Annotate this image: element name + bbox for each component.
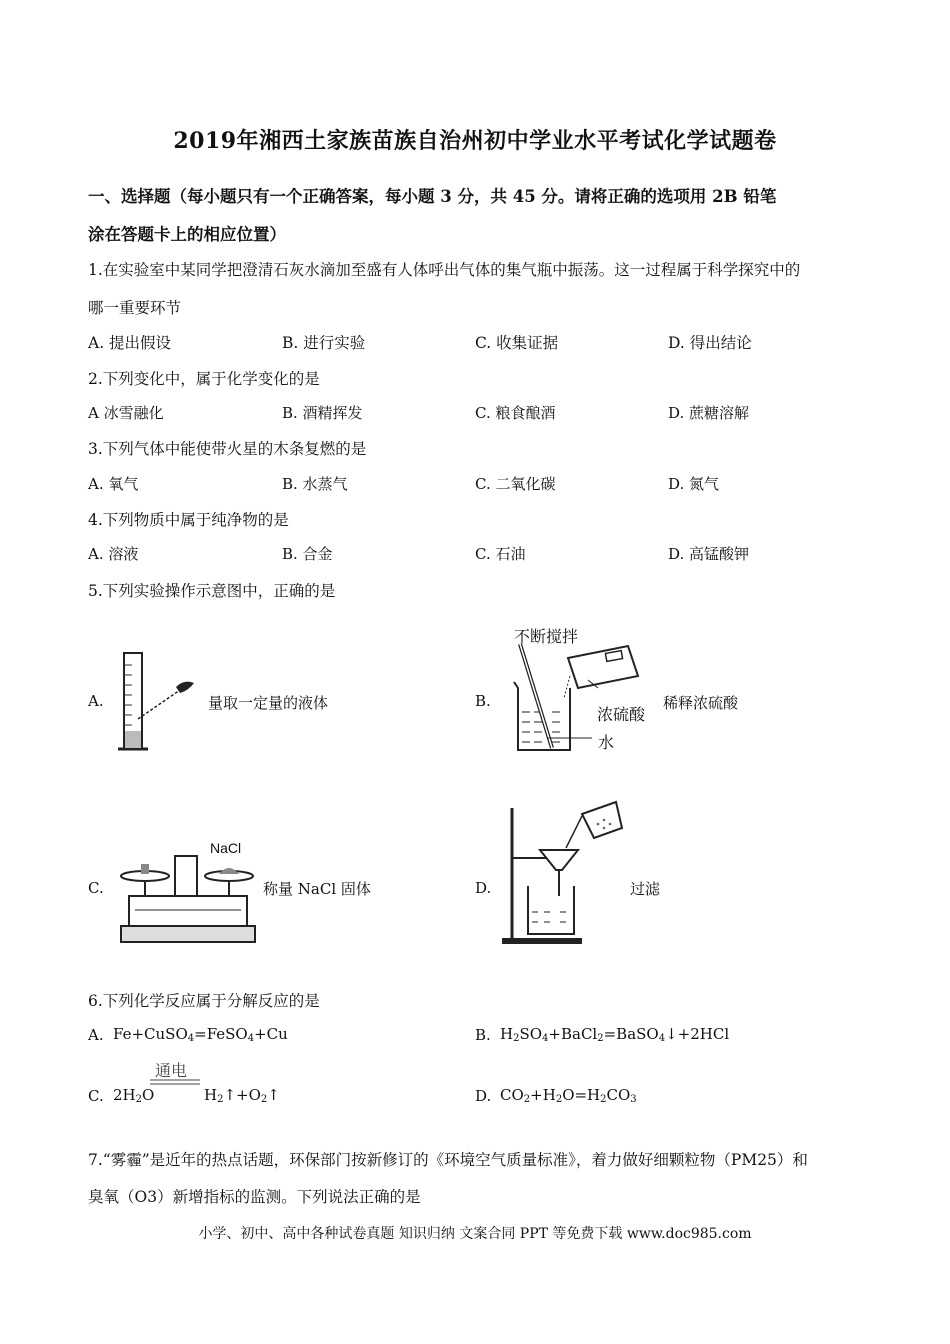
section-heading-line2: 涂在答题卡上的相应位置） bbox=[88, 225, 286, 244]
q6-option-b-equation: $H_2SO_4+BaCl_2=BaSO_4↓+2HCl$ bbox=[500, 1025, 730, 1044]
q4-option-d: D. 高锰酸钾 bbox=[668, 545, 750, 563]
q2-option-c: C. 粮食酿酒 bbox=[475, 404, 556, 422]
q5-option-d-letter: D. bbox=[475, 879, 492, 897]
q6-option-c-condition: 通电 bbox=[155, 1061, 188, 1080]
q5-option-a-caption: 量取一定量的液体 bbox=[208, 694, 329, 712]
q3-option-d: D. 氮气 bbox=[668, 475, 720, 493]
question-4: 4.下列物质中属于纯净物的是 bbox=[88, 511, 289, 529]
label-concentrated-acid: 浓硫酸 bbox=[597, 705, 646, 724]
q1-option-b: B. 进行实验 bbox=[282, 334, 366, 352]
q6-option-d-equation: $CO_2+H_2O=H_2CO_3$ bbox=[500, 1086, 637, 1105]
q6-option-d-letter: D. bbox=[475, 1087, 492, 1105]
question-1-line1: 1.在实验室中某同学把澄清石灰水滴加至盛有人体呼出气体的集气瓶中振荡。这一过程属于科学探究中的 bbox=[88, 261, 801, 279]
page-title: 2019年湘西土家族苗族自治州初中学业水平考试化学试题卷 bbox=[173, 128, 777, 154]
q5-option-d-caption: 过滤 bbox=[630, 880, 661, 898]
q5-option-b-letter: B. bbox=[475, 692, 491, 710]
dilute-acid-diagram bbox=[508, 640, 658, 760]
q1-option-c: C. 收集证据 bbox=[475, 334, 559, 352]
filtration-diagram bbox=[500, 800, 630, 948]
q6-option-c-reactant: $2H_2O$ bbox=[113, 1086, 155, 1105]
question-7-line1: 7.“雾霾”是近年的热点话题，环保部门按新修订的《环境空气质量标准》，着力做好细颗粒物（PM25）和 bbox=[88, 1151, 808, 1169]
q6-option-a-equation: Fe+CuSO$_4$=FeSO$_4$+Cu bbox=[113, 1025, 288, 1044]
page-footer: 小学、初中、高中各种试卷真题 知识归纳 文案合同 PPT 等免费下载 www.doc985.com bbox=[198, 1226, 752, 1242]
q2-option-a: A 冰雪融化 bbox=[88, 404, 164, 422]
label-nacl: NaCl bbox=[210, 840, 242, 856]
q5-option-c-caption: 称量 NaCl 固体 bbox=[263, 880, 371, 898]
question-6: 6.下列化学反应属于分解反应的是 bbox=[88, 992, 320, 1010]
equals-sign bbox=[150, 1078, 202, 1086]
label-water: 水 bbox=[598, 733, 615, 752]
question-7-line2: 臭氧（O3）新增指标的监测。下列说法正确的是 bbox=[88, 1188, 421, 1206]
q4-option-c: C. 石油 bbox=[475, 545, 526, 563]
balance-diagram bbox=[115, 850, 265, 950]
q6-option-b-letter: B. bbox=[475, 1026, 491, 1044]
question-1-line2: 哪一重要环节 bbox=[88, 299, 182, 317]
q6-option-c-letter: C. bbox=[88, 1087, 104, 1105]
q3-option-a: A. 氧气 bbox=[88, 475, 139, 493]
q1-option-d: D. 得出结论 bbox=[668, 334, 752, 352]
q5-option-a-letter: A. bbox=[88, 692, 104, 710]
q6-option-c-products: $H_2↑+O_2↑$ bbox=[204, 1086, 280, 1105]
q1-option-a: A. 提出假设 bbox=[88, 334, 172, 352]
q3-option-c: C. 二氧化碳 bbox=[475, 475, 556, 493]
q4-option-a: A. 溶液 bbox=[88, 545, 139, 563]
q5-option-c-letter: C. bbox=[88, 879, 104, 897]
q6-option-a-letter: A. bbox=[88, 1026, 104, 1044]
section-heading-line1: 一、选择题（每小题只有一个正确答案，每小题 3 分，共 45 分。请将正确的选项用 2B 铅笔 bbox=[88, 187, 777, 206]
question-3: 3.下列气体中能使带火星的木条复燃的是 bbox=[88, 440, 367, 458]
q2-option-d: D. 蔗糖溶解 bbox=[668, 404, 750, 422]
question-2: 2.下列变化中，属于化学变化的是 bbox=[88, 370, 320, 388]
q4-option-b: B. 合金 bbox=[282, 545, 333, 563]
q5-option-b-caption: 稀释浓硫酸 bbox=[663, 694, 739, 712]
q2-option-b: B. 酒精挥发 bbox=[282, 404, 363, 422]
label-stir: 不断搅拌 bbox=[514, 627, 579, 646]
graduated-cylinder-diagram bbox=[110, 645, 210, 760]
q3-option-b: B. 水蒸气 bbox=[282, 475, 348, 493]
question-5: 5.下列实验操作示意图中，正确的是 bbox=[88, 582, 336, 600]
